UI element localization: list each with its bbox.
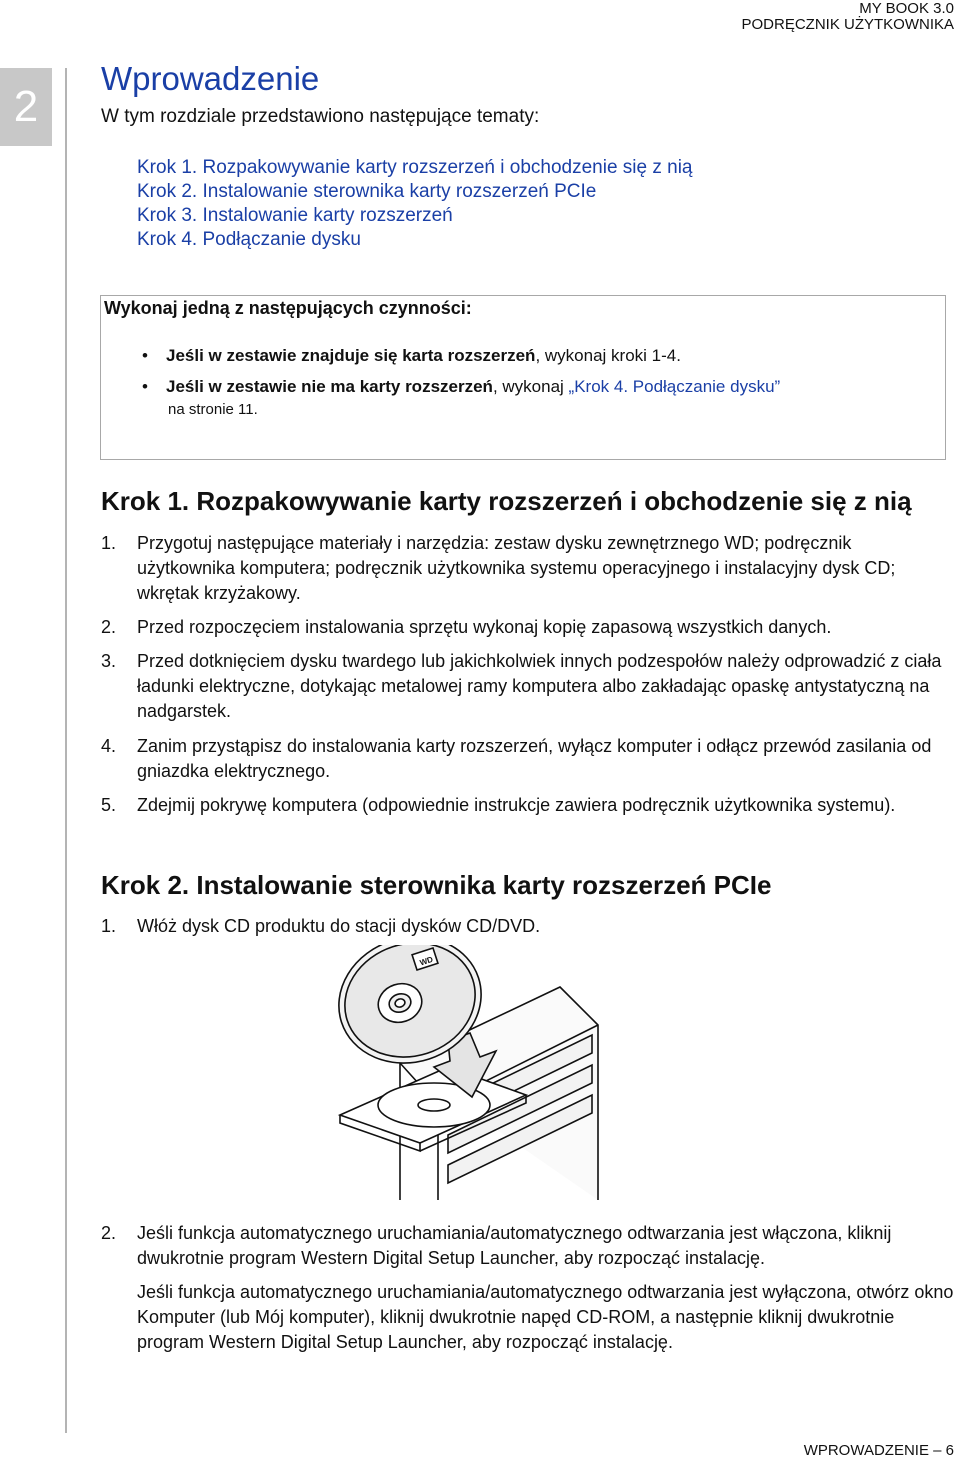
wd-logo-icon: WD xyxy=(418,954,435,968)
item-number: 2. xyxy=(101,1223,117,1243)
step1-item-4 xyxy=(101,734,951,784)
margin-rule xyxy=(65,68,67,1433)
step1-item-3 xyxy=(101,649,951,724)
toc-link-step4[interactable]: Krok 4. Podłączanie dysku xyxy=(137,229,361,250)
toc-link-step2[interactable]: Krok 2. Instalowanie sterownika karty rozszerzeń PCIe xyxy=(137,181,597,202)
item-text: Włóż dysk CD produktu do stacji dysków CD/DVD. xyxy=(137,916,541,936)
note-bullet-2-bold: Jeśli w zestawie nie ma karty rozszerzeń xyxy=(166,377,493,396)
item-number: 3. xyxy=(101,651,117,671)
step2-item-1 xyxy=(101,914,951,939)
item-number: 4. xyxy=(101,736,117,756)
item-number: 2. xyxy=(101,617,117,637)
note-heading: Wykonaj jedną z następujących czynności: xyxy=(104,298,472,318)
step2-item-2 xyxy=(101,1221,951,1271)
footer-separator: – xyxy=(928,1442,946,1459)
item-text: Przed dotknięciem dysku twardego lub jakichkolwiek innych podzespołów należy odprowadzić z ciała ładunki elektryczne, dotykając metalowej ramy komputera albo zakładając opaskę antystatyczną na nadgarstek. xyxy=(137,651,942,721)
step1-item-1 xyxy=(101,531,951,606)
item-text: Przed rozpoczęciem instalowania sprzętu wykonaj kopię zapasową wszystkich danych. xyxy=(137,617,832,637)
note-bullet-2 xyxy=(142,377,781,397)
item-number: 1. xyxy=(101,533,117,553)
note-bullet-1-rest: , wykonaj kroki 1-4. xyxy=(535,346,681,365)
item-number: 5. xyxy=(101,795,117,815)
header-product: MY BOOK 3.0 xyxy=(859,0,954,17)
note-link-step4[interactable]: „Krok 4. Podłączanie dysku” xyxy=(568,377,781,396)
page-footer xyxy=(804,1442,954,1459)
note-bullet-2-page-ref: na stronie 11. xyxy=(168,401,258,418)
item-text: Zdejmij pokrywę komputera (odpowiednie instrukcje zawiera podręcznik użytkownika systemu). xyxy=(137,795,896,815)
note-bullet-1 xyxy=(142,346,681,366)
note-bullet-2-rest: , wykonaj xyxy=(492,377,569,396)
bullet-dot: • xyxy=(142,346,148,365)
item-number: 1. xyxy=(101,916,117,936)
step1-item-2 xyxy=(101,615,951,640)
chapter-title: Wprowadzenie xyxy=(101,60,320,97)
step2-autoplay-off-paragraph: Jeśli funkcja automatycznego uruchamiania/automatycznego odtwarzania jest wyłączona, otwórz okno Komputer (lub Mój komputer), kliknij dwukrotnie napęd CD-ROM, a następnie kliknij dwukrotnie program Western Digital Setup Launcher, aby rozpocząć instalację. xyxy=(137,1282,954,1352)
item-text: Zanim przystąpisz do instalowania karty rozszerzeń, wyłącz komputer i odłącz przewód zasilania od gniazdka elektrycznego. xyxy=(137,736,932,781)
toc-link-step1[interactable]: Krok 1. Rozpakowywanie karty rozszerzeń i obchodzenie się z nią xyxy=(137,157,693,178)
item-text: Przygotuj następujące materiały i narzędzia: zestaw dysku zewnętrznego WD; podręcznik użytkownika komputera; podręcznik użytkownika systemu operacyjnego i instalacyjny dysk CD; wkrętak krzyżakowy. xyxy=(137,533,896,603)
chapter-number-box xyxy=(0,68,52,146)
footer-page-number: 6 xyxy=(945,1442,954,1459)
toc-link-step3[interactable]: Krok 3. Instalowanie karty rozszerzeń xyxy=(137,205,453,226)
step2-heading: Krok 2. Instalowanie sterownika karty rozszerzeń PCIe xyxy=(101,870,772,900)
bullet-dot: • xyxy=(142,377,148,396)
chapter-number: 2 xyxy=(13,82,39,131)
header-manual-title: PODRĘCZNIK UŻYTKOWNIKA xyxy=(741,16,954,33)
cd-insertion-illustration xyxy=(330,945,630,1200)
chapter-intro: W tym rozdziale przedstawiono następujące tematy: xyxy=(101,106,540,127)
step1-heading: Krok 1. Rozpakowywanie karty rozszerzeń i obchodzenie się z nią xyxy=(101,486,912,516)
step1-item-5 xyxy=(101,793,951,818)
item-text: Jeśli funkcja automatycznego uruchamiania/automatycznego odtwarzania jest włączona, kliknij dwukrotnie program Western Digital Setup Launcher, aby rozpocząć instalację. xyxy=(137,1223,892,1268)
footer-section: WPROWADZENIE xyxy=(803,1442,929,1459)
note-bullet-1-bold: Jeśli w zestawie znajduje się karta rozszerzeń xyxy=(166,346,536,365)
